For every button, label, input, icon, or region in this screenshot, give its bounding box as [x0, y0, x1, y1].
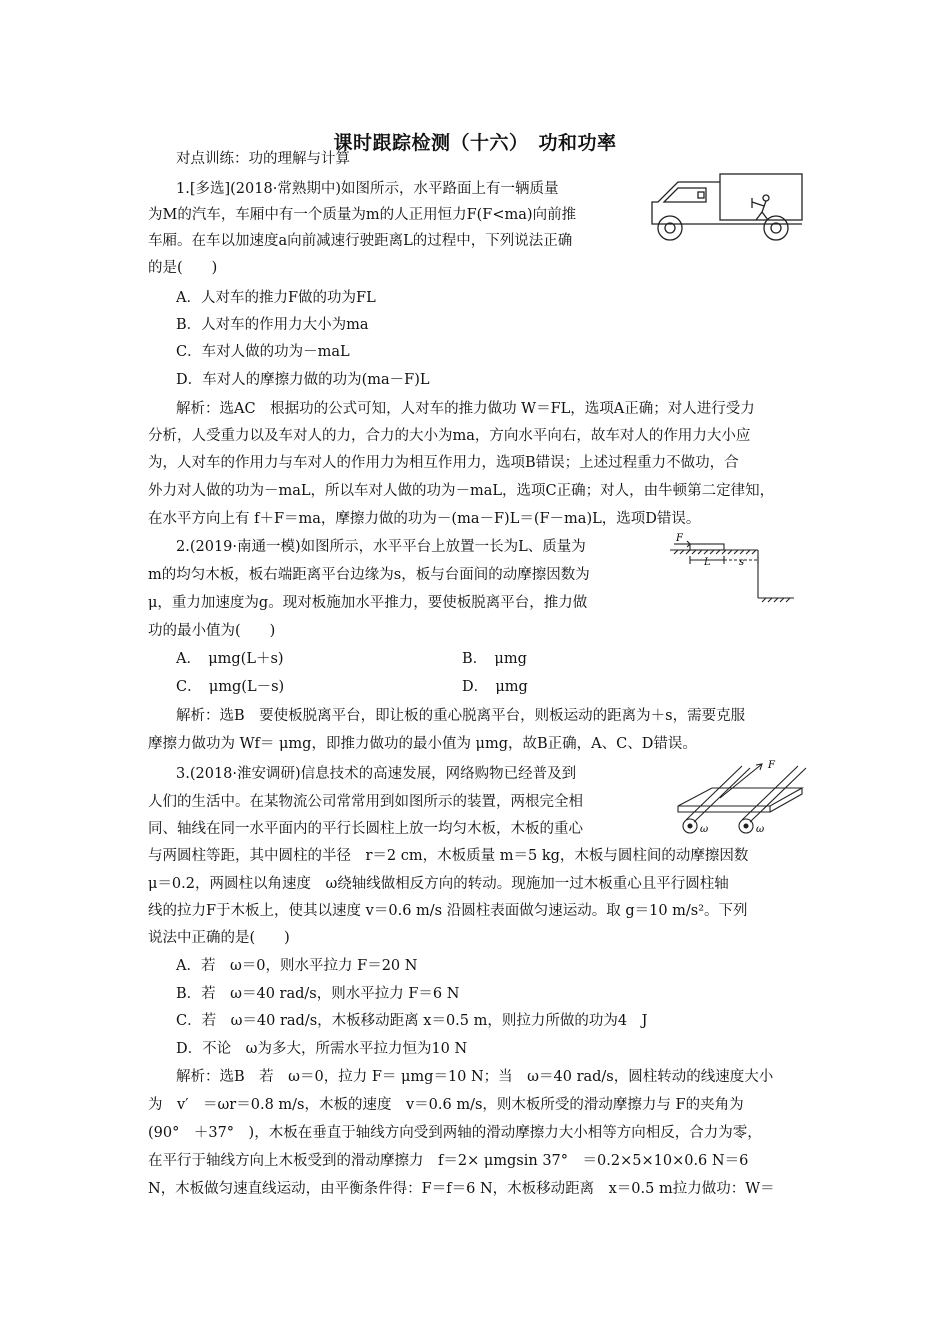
fig-label-L: L [704, 557, 711, 568]
q3-line-3: 同、轴线在同一水平面内的平行长圆柱上放一均匀木板，木板的重心 [148, 821, 583, 837]
q1-line-4: 的是( ) [148, 260, 218, 276]
q1-option-d: D．车对人的摩擦力做的功为(ma－F)L [176, 372, 430, 388]
q3-analysis-2: 为 v′ ＝ωr＝0.8 m/s，木板的速度 v＝0.6 m/s，则木板所受的滑动摩擦力与 F的夹角为 [148, 1097, 744, 1113]
q2-option-d: D． μmg [462, 679, 528, 695]
q1-option-b: B．人对车的作用力大小为ma [176, 317, 369, 333]
section-heading: 对点训练：功的理解与计算 [176, 151, 350, 167]
fig-label-omega-2: ω [756, 824, 765, 835]
q1-analysis-3: 为，人对车的作用力与车对人的作用力为相互作用力，选项B错误；上述过程重力不做功，合 [148, 455, 739, 471]
q2-line-4: 功的最小值为( ) [148, 623, 276, 639]
q3-analysis-4: 在平行于轴线方向上木板受到的滑动摩擦力 f＝2× μmgsin 37° ＝0.2×5×10×0.6 N＝6 [148, 1153, 749, 1169]
q3-line-7: 说法中正确的是( ) [148, 930, 290, 946]
truck-figure [648, 168, 808, 248]
q3-analysis-1: 解析：选B 若 ω＝0，拉力 F＝ μmg＝10 N；当 ω＝40 rad/s，圆柱转动的线速度大小 [176, 1069, 774, 1085]
q2-analysis-1: 解析：选B 要使板脱离平台，即让板的重心脱离平台，则板运动的距离为＋s，需要克服 [176, 708, 746, 724]
board [690, 544, 724, 550]
q1-analysis-4: 外力对人做的功为－maL，所以车对人做的功为－maL，选项C正确；对人，由牛顿第二定律知， [148, 483, 775, 499]
q2-line-2: m的均匀木板，板右端距离平台边缘为s，板与台面间的动摩擦因数为 [148, 567, 590, 583]
fig-label-F: F [676, 533, 683, 544]
q3-line-6: 线的拉力F于木板上，使其以速度 v＝0.6 m/s 沿圆柱表面做匀速运动。取 g＝10 m/s²。下列 [148, 903, 748, 919]
q3-line-1: 3.(2018·淮安调研)信息技术的高速发展，网络购物已经普及到 [176, 766, 577, 782]
fig-label-s: s [739, 557, 745, 568]
q1-line-2: 为M的汽车，车厢中有一个质量为m的人正用恒力F(F<ma)向前推 [148, 207, 577, 223]
q1-line-1: 1.[多选](2018·常熟期中)如图所示，水平路面上有一辆质量 [176, 181, 559, 197]
q3-option-d: D．不论 ω为多大，所需水平拉力恒为10 N [176, 1041, 468, 1057]
q3-option-a: A．若 ω＝0，则水平拉力 F＝20 N [176, 958, 418, 974]
q3-line-2: 人们的生活中。在某物流公司常常用到如图所示的装置，两根完全相 [148, 794, 583, 810]
q1-option-c: C．车对人做的功为－maL [176, 344, 350, 360]
q3-option-c: C．若 ω＝40 rad/s，木板移动距离 x＝0.5 m，则拉力所做的功为4 J [176, 1013, 648, 1029]
q1-line-3: 车厢。在车以加速度a向前减速行驶距离L的过程中，下列说法正确 [148, 233, 573, 249]
q2-line-1: 2.(2019·南通一模)如图所示，水平平台上放置一长为L、质量为 [176, 539, 586, 555]
q1-analysis-1: 解析：选AC 根据功的公式可知，人对车的推力做功 W＝FL，选项A正确；对人进行受力 [176, 401, 755, 417]
page-title: 课时跟踪检测（十六） 功和功率 [333, 132, 617, 154]
wooden-board [678, 788, 802, 806]
cylinder-figure [672, 758, 808, 840]
q2-option-b: B． μmg [462, 651, 527, 667]
q1-analysis-2: 分析，人受重力以及车对人的力，合力的大小为ma，方向水平向右，故车对人的作用力大小应 [148, 428, 751, 444]
q2-option-c: C． μmg(L－s) [176, 679, 285, 695]
q3-option-b: B．若 ω＝40 rad/s，则水平拉力 F＝6 N [176, 986, 460, 1002]
q3-analysis-3: (90° ＋37° )，木板在垂直于轴线方向受到两轴的滑动摩擦力大小相等方向相反，合力为零， [148, 1125, 762, 1141]
q3-line-4: 与两圆柱等距，其中圆柱的半径 r＝2 cm，木板质量 m＝5 kg，木板与圆柱间的动摩擦因数 [148, 848, 749, 864]
platform-figure [670, 532, 794, 604]
q2-option-a: A． μmg(L＋s) [176, 651, 284, 667]
q1-analysis-5: 在水平方向上有 f＋F＝ma，摩擦力做的功为－(ma－F)L＝(F－ma)L，选项D错误。 [148, 511, 701, 527]
fig-label-F: F [768, 760, 775, 771]
fig-label-omega-1: ω [700, 824, 709, 835]
q2-line-3: μ，重力加速度为g。现对板施加水平推力，要使板脱离平台，推力做 [148, 595, 588, 611]
q3-line-5: μ＝0.2，两圆柱以角速度 ω绕轴线做相反方向的转动。现施加一过木板重心且平行圆柱轴 [148, 876, 729, 892]
q1-option-a: A．人对车的推力F做的功为FL [176, 290, 376, 306]
q2-analysis-2: 摩擦力做功为 Wf＝ μmg，即推力做功的最小值为 μmg，故B正确，A、C、D错误。 [148, 736, 697, 752]
q3-analysis-5: N，木板做匀速直线运动，由平衡条件得：F＝f＝6 N，木板移动距离 x＝0.5 m拉力做功：W＝ [148, 1181, 775, 1197]
